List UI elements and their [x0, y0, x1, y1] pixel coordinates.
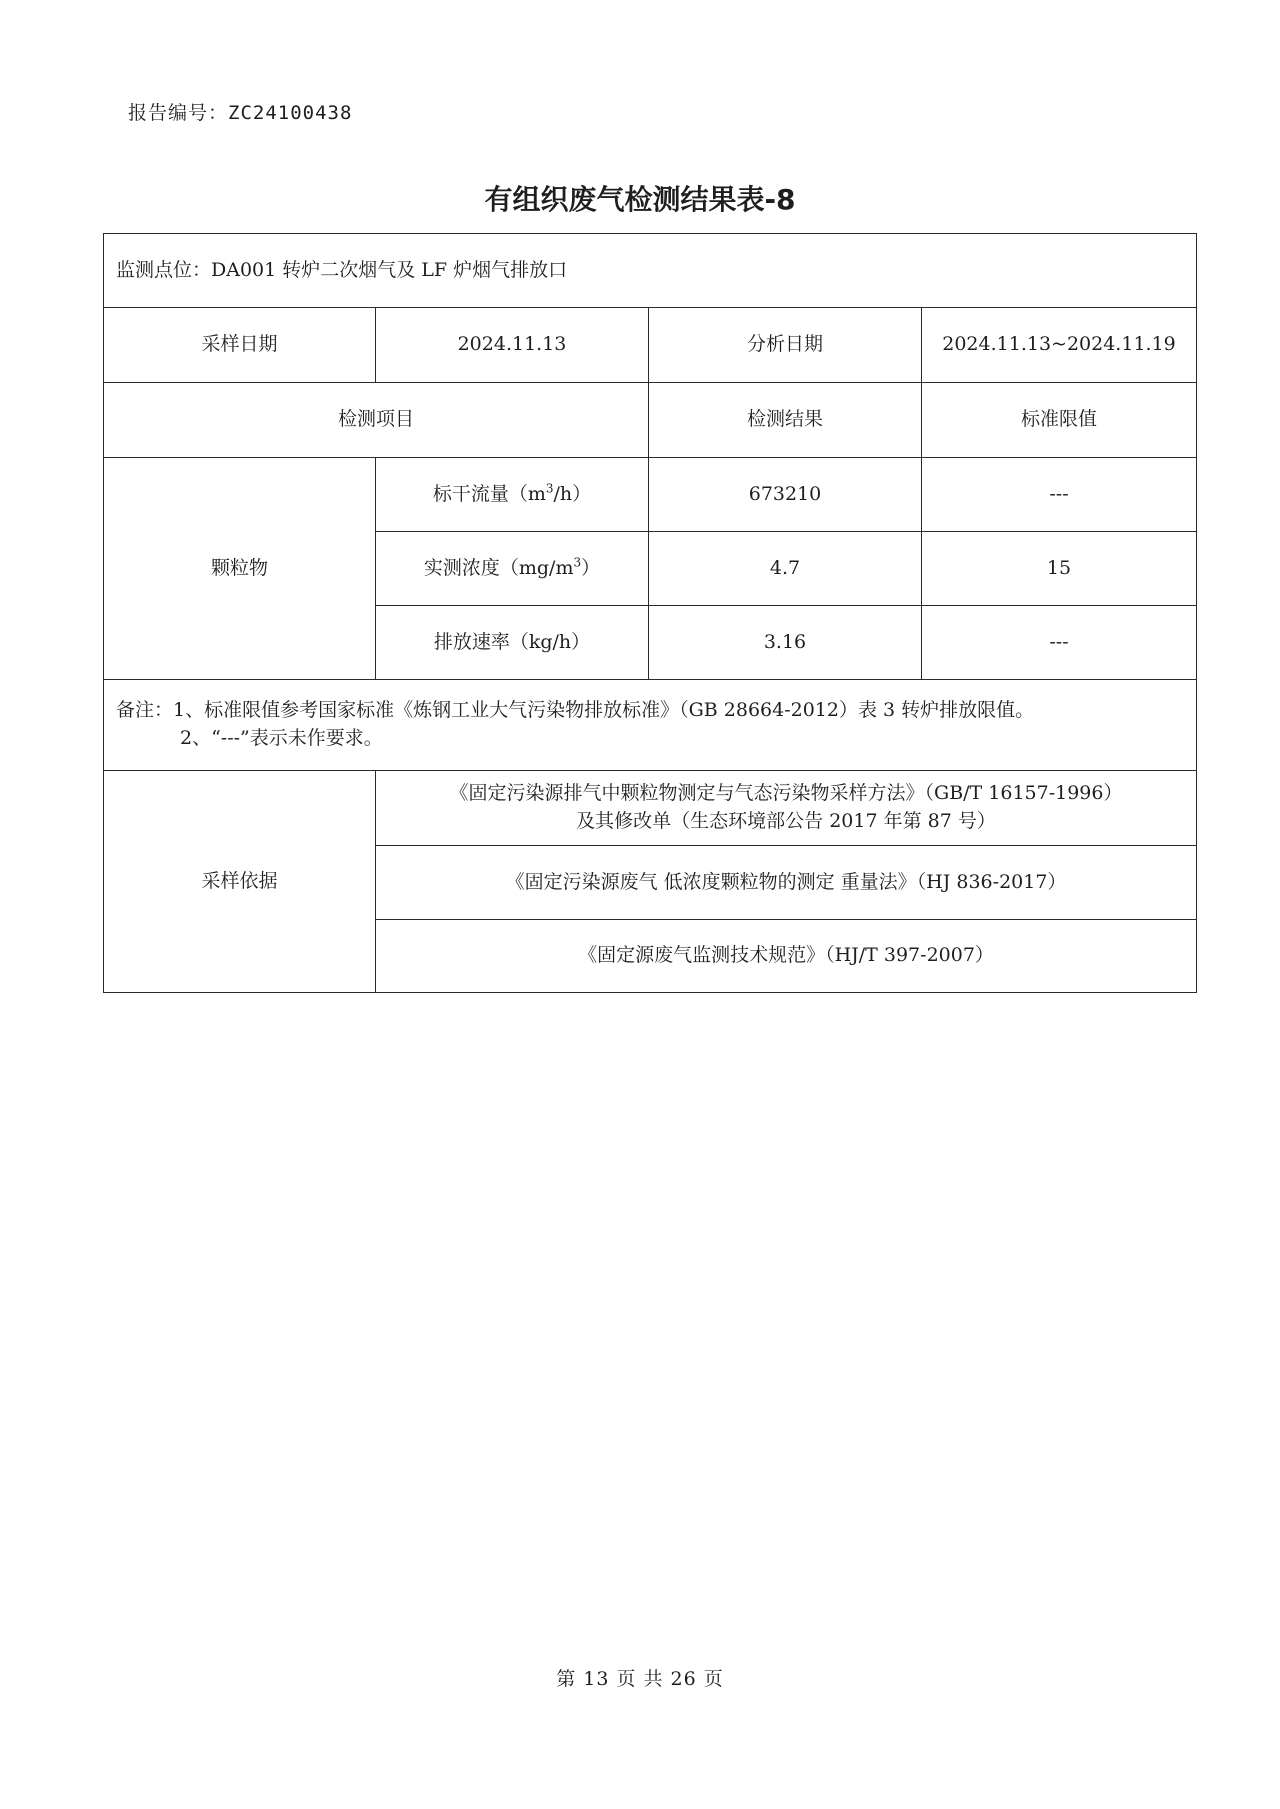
parameter-result: 4.7	[649, 532, 922, 606]
report-number: 报告编号：ZC24100438	[128, 102, 353, 124]
monitoring-point-row	[104, 234, 1197, 308]
note-line-2: 2、“---”表示未作要求。	[180, 727, 383, 749]
sampling-basis-standard: 《固定污染源排气中颗粒物测定与气态污染物采样方法》（GB/T 16157-1996） 及其修改单（生态环境部公告 2017 年第 87 号）	[376, 771, 1197, 846]
document-title: 有组织废气检测结果表-8	[484, 183, 796, 216]
parameter-limit: ---	[922, 606, 1197, 680]
analysis-date-label: 分析日期	[649, 308, 922, 383]
col-header-limit: 标准限值	[922, 383, 1197, 458]
note-line-1: 备注：1、标准限值参考国家标准《炼钢工业大气污染物排放标准》（GB 28664-2012）表 3 转炉排放限值。	[116, 699, 1035, 722]
sampling-basis-standard: 《固定污染源废气 低浓度颗粒物的测定 重量法》（HJ 836-2017）	[376, 846, 1197, 920]
sampling-basis-standard: 《固定源废气监测技术规范》（HJ/T 397-2007）	[376, 920, 1197, 993]
analysis-date-value: 2024.11.13~2024.11.19	[922, 308, 1197, 383]
parameter-limit: ---	[922, 458, 1197, 532]
col-header-item: 检测项目	[104, 383, 649, 458]
col-header-result: 检测结果	[649, 383, 922, 458]
results-table	[103, 233, 1197, 993]
sampling-date-value: 2024.11.13	[376, 308, 649, 383]
parameter-result: 3.16	[649, 606, 922, 680]
monitoring-point: 监测点位：DA001 转炉二次烟气及 LF 炉烟气排放口	[104, 234, 1197, 308]
sampling-date-label: 采样日期	[104, 308, 376, 383]
notes-row	[104, 680, 1197, 771]
parameter-name: 实测浓度$(mg/m^3)$	[376, 532, 649, 606]
notes	[104, 680, 1197, 771]
parameter-name: 排放速率（kg/h）	[376, 606, 649, 680]
table-row	[104, 458, 1197, 532]
date-row	[104, 308, 1197, 383]
parameter-result: 673210	[649, 458, 922, 532]
parameter-limit: 15	[922, 532, 1197, 606]
basis-row	[104, 771, 1197, 846]
pollutant-name: 颗粒物	[104, 458, 376, 680]
parameter-name: 标干流量$(m^3/h)$	[376, 458, 649, 532]
sampling-basis-label: 采样依据	[104, 771, 376, 993]
page-number: 第 13 页 共 26 页	[556, 1668, 724, 1690]
column-header-row	[104, 383, 1197, 458]
